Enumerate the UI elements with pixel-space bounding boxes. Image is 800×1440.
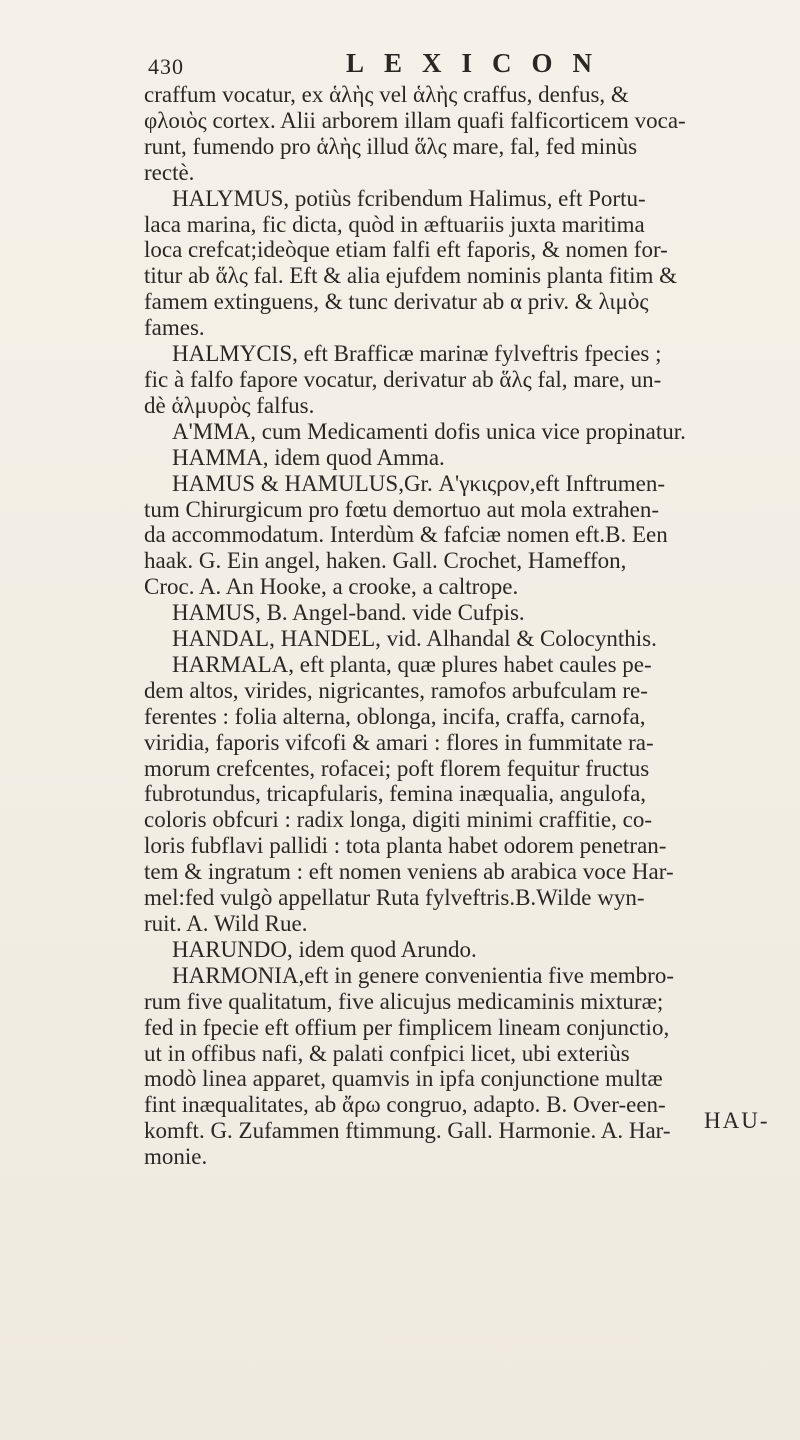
text-line: HAMMA, idem quod Amma. xyxy=(172,444,445,470)
text-line: titur ab ἅλς fal. Eft & alia ejufdem nominis planta fitim & xyxy=(144,263,678,289)
text-line: craffum vocatur, ex ἁλὴς vel ἁλὴς craffus, denfus, & xyxy=(144,82,629,107)
text-line: rum five qualitatum, five alicujus medicaminis mixturæ; xyxy=(144,988,664,1014)
text-line: A'MMA, cum Medicamenti dofis unica vice propinatur. xyxy=(172,418,686,444)
catchword: HAU- xyxy=(704,1108,770,1133)
text-line: HAMUS & HAMULUS,Gr. Α'γκιςρον,eft Inftrumen- xyxy=(172,470,666,496)
text-line: ruit. A. Wild Rue. xyxy=(144,911,308,936)
text-line: monie. xyxy=(144,1144,208,1170)
running-head: LEXICON xyxy=(346,48,613,78)
text-line: HALYMUS, potiùs fcribendum Halimus, eft Portu- xyxy=(172,185,646,211)
text-line: HARUNDO, idem quod Arundo. xyxy=(172,936,477,962)
text-line: fint inæqualitates, ab ἄρω congruo, adapto. B. Over-een- xyxy=(144,1092,666,1118)
text-line: HALMYCIS, eft Brafficæ marinæ fylveftris fpecies ; xyxy=(172,341,662,367)
text-line: ferentes : folia alterna, oblonga, incifa, craffa, carnofa, xyxy=(144,703,646,729)
text-line: HAMUS, B. Angel-band. vide Cufpis. xyxy=(172,600,525,626)
text-line: ut in offibus nafi, & palati confpici licet, ubi exteriùs xyxy=(144,1040,630,1066)
text-line: fames. xyxy=(144,315,205,341)
text-line: HARMALA, eft planta, quæ plures habet caules pe- xyxy=(172,651,652,677)
text-line: fed in fpecie eft offium per fimplicem lineam conjunctio, xyxy=(144,1014,670,1040)
text-line: rectè. xyxy=(144,159,195,185)
text-line: coloris obfcuri : radix longa, digiti minimi craffitie, co- xyxy=(144,807,652,833)
text-line: HARMONIA,eft in genere convenientia five membro- xyxy=(172,962,675,988)
text-line: runt, fumendo pro ἁλὴς illud ἅλς mare, fal, fed minùs xyxy=(144,133,638,159)
text-line: komft. G. Zufammen ftimmung. Gall. Harmonie. A. Har- xyxy=(144,1118,671,1144)
text-line: Croc. A. An Hooke, a crooke, a caltrope. xyxy=(144,574,519,600)
text-line: φλοιὸς cortex. Alii arborem illam quafi falficorticem voca- xyxy=(144,107,686,133)
text-line: dem altos, virides, nigricantes, ramofos arbufculam re- xyxy=(144,677,648,703)
text-line: modò linea apparet, quamvis in ipfa conjunctione multæ xyxy=(144,1066,663,1092)
text-line: loris fubflavi pallidi : tota planta habet odorem penetran- xyxy=(144,833,667,859)
text-line: fubrotundus, tricapfularis, femina inæqualia, angulofa, xyxy=(144,781,647,807)
text-line: viridia, faporis vifcofi & amari : flores in fummitate ra- xyxy=(144,729,654,755)
text-line: loca crefcat;ideòque etiam falfi eft faporis, & nomen for- xyxy=(144,237,668,263)
text-line: laca marina, fic dicta, quòd in æftuariis juxta maritima xyxy=(144,211,645,237)
text-line: tum Chirurgicum pro fœtu demortuo aut mola extrahen- xyxy=(144,496,660,522)
text-line: tem & ingratum : eft nomen veniens ab arabica voce Har- xyxy=(144,859,674,885)
body-text xyxy=(144,82,800,1170)
text-line: dè ἁλμυρὸς falfus. xyxy=(144,392,315,418)
text-line: haak. G. Ein angel, haken. Gall. Crochet, Hameffon, xyxy=(144,548,627,574)
text-line: mel:fed vulgò appellatur Ruta fylveftris.B.Wilde wyn- xyxy=(144,885,645,911)
text-line: morum crefcentes, rofacei; poft florem fequitur fructus xyxy=(144,755,650,781)
text-line: famem extinguens, & tunc derivatur ab α priv. & λιμὸς xyxy=(144,289,649,315)
text-line: HANDAL, HANDEL, vid. Alhandal & Colocynthis. xyxy=(172,626,657,652)
text-line: da accommodatum. Interdùm & fafciæ nomen eft.B. Een xyxy=(144,522,668,548)
text-line: fic à falfo fapore vocatur, derivatur ab ἅλς fal, mare, un- xyxy=(144,366,662,392)
page-number: 430 xyxy=(148,54,184,79)
